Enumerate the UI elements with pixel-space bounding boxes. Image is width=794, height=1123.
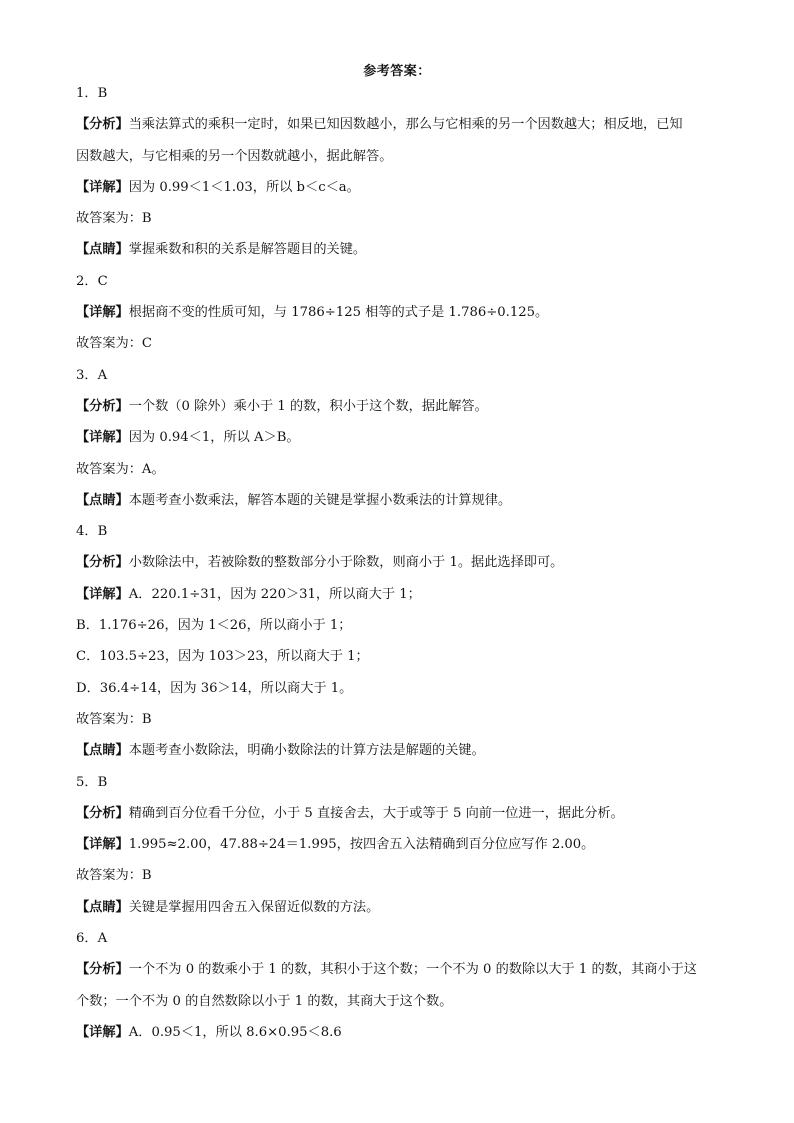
line-text: 5．B <box>76 774 108 790</box>
answer-line <box>76 834 726 865</box>
answer-line <box>76 459 726 490</box>
line-text: 故答案为：B <box>76 868 152 884</box>
line-text: B．1.176÷26，因为 1＜26，所以商小于 1； <box>76 618 352 634</box>
line-text: D．36.4÷14，因为 36＞14，所以商大于 1。 <box>76 680 353 696</box>
section-tag: 【点睛】 <box>76 242 129 258</box>
line-text: 因数越大，与它相乘的另一个因数就越小，据此解答。 <box>76 148 393 164</box>
answer-line <box>76 803 726 834</box>
line-text: 2．C <box>76 273 108 289</box>
answer-line <box>76 928 726 959</box>
line-text: 本题考查小数乘法，解答本题的关键是掌握小数乘法的计算规律。 <box>128 492 512 508</box>
line-text: 故答案为：A。 <box>76 461 165 477</box>
answer-line <box>76 1022 726 1053</box>
section-tag: 【详解】 <box>76 430 129 446</box>
line-text: 3．A <box>76 367 108 383</box>
answer-line <box>76 678 726 709</box>
line-text: 4．B <box>76 524 108 540</box>
section-tag: 【详解】 <box>76 837 129 853</box>
line-text: 个数；一个不为 0 的自然数除以小于 1 的数，其商大于这个数。 <box>76 993 453 1009</box>
answer-lines <box>76 83 726 1053</box>
line-text: 故答案为：B <box>76 711 152 727</box>
line-text: 1．B <box>76 86 108 101</box>
line-text: 6．A <box>76 931 108 947</box>
section-tag: 【分析】 <box>76 555 129 571</box>
answer-line <box>76 177 726 208</box>
section-tag: 【点睛】 <box>76 492 129 508</box>
answer-line <box>76 552 726 583</box>
answer-line <box>76 740 726 771</box>
section-tag: 【分析】 <box>76 398 129 414</box>
answer-line <box>76 584 726 615</box>
section-tag: 【详解】 <box>76 586 129 602</box>
answer-line <box>76 271 726 302</box>
answer-line <box>76 897 726 928</box>
line-text: 精确到百分位看千分位，小于 5 直接舍去，大于或等于 5 向前一位进一，据此分析。 <box>128 805 624 821</box>
answer-line <box>76 365 726 396</box>
line-text: 因为 0.99＜1＜1.03，所以 b＜c＜a。 <box>128 179 360 195</box>
line-text: 本题考查小数除法，明确小数除法的计算方法是解题的关键。 <box>128 743 485 759</box>
answer-line <box>76 302 726 333</box>
answer-line <box>76 615 726 646</box>
line-text: 一个数（0 除外）乘小于 1 的数，积小于这个数，据此解答。 <box>128 398 488 414</box>
line-text: 当乘法算式的乘积一定时，如果已知因数越小，那么与它相乘的另一个因数越大；相反地，已知 <box>128 117 683 133</box>
line-text: 一个不为 0 的数乘小于 1 的数，其积小于这个数；一个不为 0 的数除以大于 1 的数，其商小于这 <box>128 962 697 978</box>
answer-line <box>76 865 726 896</box>
line-text: 故答案为：C <box>76 336 153 352</box>
answer-line <box>76 427 726 458</box>
line-text: 1.995≈2.00，47.88÷24＝1.995，按四舍五入法精确到百分位应写作 2.00。 <box>128 837 595 853</box>
section-tag: 【分析】 <box>76 962 129 978</box>
section-tag: 【详解】 <box>76 1024 129 1040</box>
line-text: A．0.95＜1，所以 8.6×0.95＜8.6 <box>128 1024 342 1040</box>
answer-line <box>76 959 726 990</box>
answer-line <box>76 146 726 177</box>
line-text: 掌握乘数和积的关系是解答题目的关键。 <box>128 242 367 258</box>
answer-line <box>76 208 726 239</box>
answer-line <box>76 114 726 145</box>
line-text: 故答案为：B <box>76 211 152 227</box>
section-tag: 【点睛】 <box>76 743 129 759</box>
section-tag: 【详解】 <box>76 179 129 195</box>
answer-line <box>76 646 726 677</box>
line-text: 因为 0.94＜1，所以 A＞B。 <box>128 430 300 446</box>
answer-line <box>76 333 726 364</box>
section-tag: 【分析】 <box>76 805 129 821</box>
answer-line <box>76 772 726 803</box>
line-text: 小数除法中，若被除数的整数部分小于除数，则商小于 1。据此选择即可。 <box>128 555 564 571</box>
line-text: 根据商不变的性质可知，与 1786÷125 相等的式子是 1.786÷0.125。 <box>128 305 549 321</box>
line-text: A．220.1÷31，因为 220＞31，所以商大于 1； <box>128 586 421 602</box>
answer-line <box>76 490 726 521</box>
page-title: 参考答案： <box>363 64 431 79</box>
line-text: C．103.5÷23，因为 103＞23，所以商大于 1； <box>76 649 369 665</box>
answer-line <box>76 83 726 114</box>
answer-line <box>76 521 726 552</box>
section-tag: 【点睛】 <box>76 899 129 915</box>
answer-line <box>76 709 726 740</box>
line-text: 关键是掌握用四舍五入保留近似数的方法。 <box>128 899 380 915</box>
answer-line <box>76 396 726 427</box>
answer-line <box>76 991 726 1022</box>
section-tag: 【详解】 <box>76 305 129 321</box>
section-tag: 【分析】 <box>76 117 129 133</box>
answer-line <box>76 239 726 270</box>
